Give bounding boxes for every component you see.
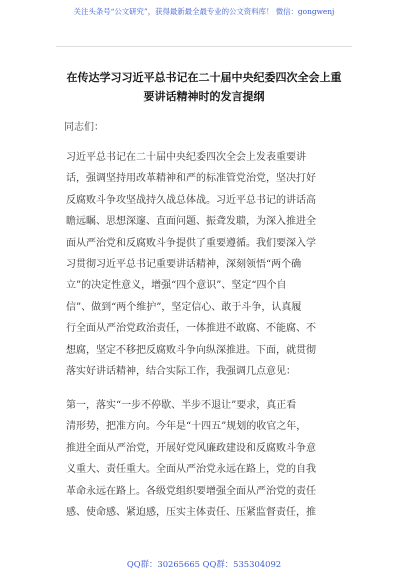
paragraph-line: 义重大、责任重大。全面从严治党永远在路上，党的自我 [66,464,316,476]
paragraph-line: 话，强调坚持用改革精神和严的标准管党治党，坚决打好 [66,173,316,185]
paragraph-line: 反腐败斗争攻坚战持久战总体战。习近平总书记的讲话高 [66,194,316,206]
header-divider [56,46,352,47]
paragraph-line: 第一，落实“一步不停歇、半步不退让”要求，真正看 [66,400,297,411]
paragraph-line: 习贯彻习近平总书记重要讲话精神，深刻领悟“两个确 [66,258,302,270]
paragraph-2 [66,395,350,523]
paragraph-line: 信”、做到“两个维护”，坚定信心、敢于斗争，认真履 [66,301,302,313]
document-title [44,68,364,106]
paragraph-line: 革命永远在路上。各级党组织要增强全面从严治党的责任 [66,485,316,497]
paragraph-line: 习近平总书记在二十届中央纪委四次全会上发表重要讲 [66,152,306,163]
paragraph-line: 立”的决定性意义，增强“四个意识”、坚定“四个自 [66,280,287,292]
title-line-2: 要讲话精神时的发言提纲 [143,90,265,103]
greeting: 同志们： [64,122,104,133]
footer-contact: QQ群：30265665 QQ群：535304092 [126,559,282,569]
paragraph-line: 行全面从严治党政治责任，一体推进不敢腐、不能腐、不 [66,323,316,335]
paragraph-line: 感、使命感、紧迫感，压实主体责任、压紧监督责任，推 [66,506,316,518]
paragraph-line: 想腐，坚定不移把反腐败斗争向纵深推进。下面，就贯彻 [66,344,316,356]
paragraph-line: 面从严治党和反腐败斗争提供了重要遵循。我们要深入学 [66,237,316,249]
title-line-1: 在传达学习习近平总书记在二十届中央纪委四次全会上重 [66,71,342,84]
header-notice: 关注头条号“公文研究”，获得最新最全最专业的公文资料库！ 微信：gongwenj [73,7,335,16]
paragraph-1 [66,147,350,382]
paragraph-line: 瞻远瞩、思想深邃、直面问题、振聋发聩，为深入推进全 [66,216,316,228]
paragraph-line: 落实好讲话精神，结合实际工作，我强调几点意见： [66,365,296,377]
paragraph-line: 推进全面从严治党，开展好党风廉政建设和反腐败斗争意 [66,442,316,454]
paragraph-line: 清形势，把准方向。今年是“十四五”规划的收官之年， [66,421,307,433]
